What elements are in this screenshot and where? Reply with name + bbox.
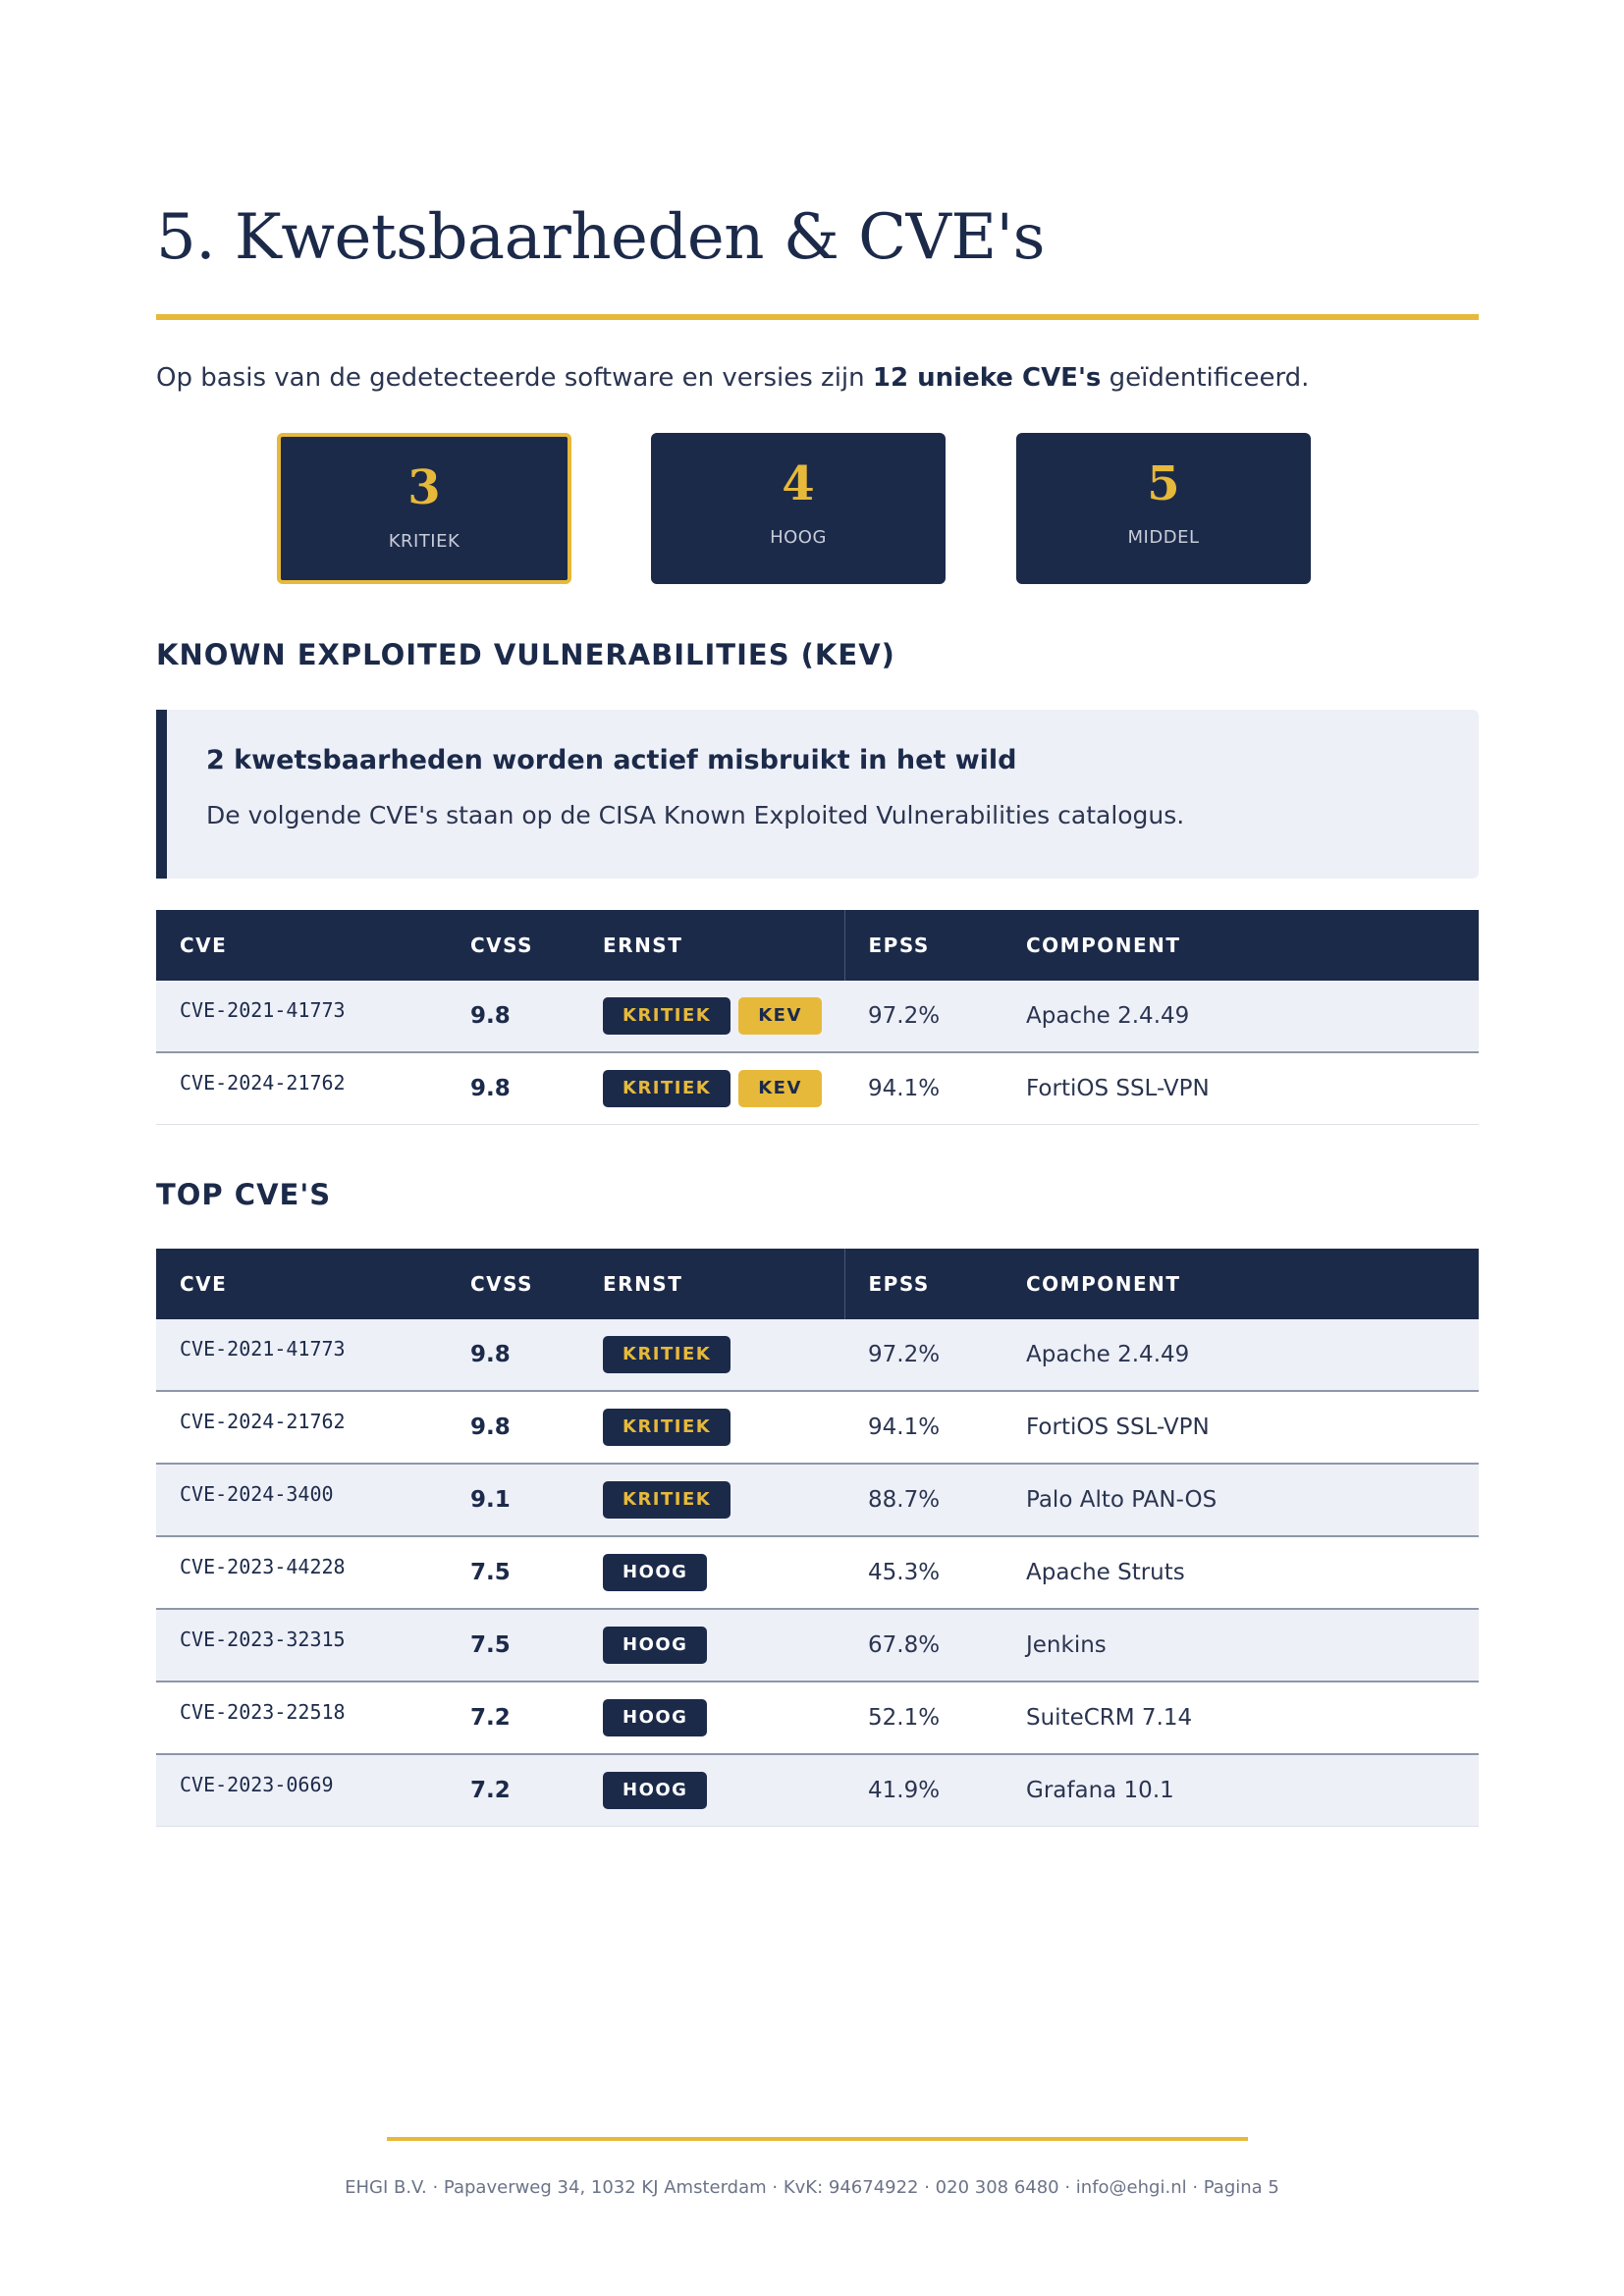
severity-cell	[579, 981, 844, 1052]
cvss-score: 9.8	[447, 1319, 579, 1391]
stat-value: 3	[407, 460, 441, 515]
cvss-score: 7.2	[447, 1682, 579, 1754]
cve-id: CVE-2021-41773	[156, 1319, 447, 1391]
intro-bold: 12 unieke CVE's	[872, 363, 1102, 393]
component-name: Grafana 10.1	[1002, 1754, 1479, 1827]
epss-score: 67.8%	[844, 1609, 1002, 1682]
cve-id: CVE-2023-22518	[156, 1682, 447, 1754]
table-row	[156, 981, 1479, 1052]
component-name: Apache 2.4.49	[1002, 981, 1479, 1052]
severity-badge: KRITIEK	[603, 1409, 731, 1446]
intro-before: Op basis van de gedetecteerde software en versies zijn	[156, 363, 873, 393]
component-name: SuiteCRM 7.14	[1002, 1682, 1479, 1754]
severity-cell	[579, 1052, 844, 1125]
table-row	[156, 1682, 1479, 1754]
kev-callout	[156, 710, 1479, 879]
cvss-score: 7.5	[447, 1609, 579, 1682]
stat-value: 5	[1147, 456, 1180, 511]
severity-badge: KRITIEK	[603, 997, 731, 1035]
footer-divider	[387, 2137, 1248, 2141]
title-divider	[156, 314, 1479, 320]
column-header: ERNST	[603, 934, 683, 957]
table-row	[156, 1052, 1479, 1125]
stat-card-middel	[1016, 433, 1311, 584]
table-header-row	[156, 1249, 1479, 1319]
column-header: COMPONENT	[1026, 1272, 1181, 1296]
cvss-score: 9.8	[447, 981, 579, 1052]
column-header: CVSS	[470, 934, 534, 957]
column-header: EPSS	[844, 1249, 1002, 1319]
severity-badge: HOOG	[603, 1554, 707, 1591]
cve-id: CVE-2023-0669	[156, 1754, 447, 1827]
severity-badge: KRITIEK	[603, 1070, 731, 1107]
cve-id: CVE-2024-21762	[156, 1052, 447, 1125]
severity-cell	[579, 1391, 844, 1464]
cvss-score: 9.8	[447, 1391, 579, 1464]
callout-body: De volgende CVE's staan op de CISA Known Exploited Vulnerabilities catalogus.	[206, 801, 1185, 829]
column-header: CVSS	[470, 1272, 534, 1296]
callout-title: 2 kwetsbaarheden worden actief misbruikt in het wild	[206, 745, 1017, 775]
severity-badge: HOOG	[603, 1627, 707, 1664]
kev-badge: KEV	[738, 997, 822, 1035]
severity-cell	[579, 1682, 844, 1754]
severity-cell	[579, 1464, 844, 1536]
intro-text	[156, 363, 1309, 393]
epss-score: 88.7%	[844, 1464, 1002, 1536]
table-row	[156, 1754, 1479, 1827]
table-row	[156, 1609, 1479, 1682]
cve-id: CVE-2023-44228	[156, 1536, 447, 1609]
cvss-score: 9.1	[447, 1464, 579, 1536]
kev-heading: KNOWN EXPLOITED VULNERABILITIES (KEV)	[156, 638, 895, 671]
cve-id: CVE-2024-3400	[156, 1464, 447, 1536]
intro-after: geïdentificeerd.	[1101, 363, 1310, 393]
stat-card-hoog	[651, 433, 946, 584]
column-header: CVE	[180, 1272, 228, 1296]
cvss-score: 7.2	[447, 1754, 579, 1827]
column-header: EPSS	[844, 910, 1002, 981]
stat-label: KRITIEK	[388, 531, 460, 552]
severity-badge: HOOG	[603, 1772, 707, 1809]
component-name: FortiOS SSL-VPN	[1002, 1052, 1479, 1125]
epss-score: 45.3%	[844, 1536, 1002, 1609]
kev-table	[156, 910, 1479, 1125]
cve-id: CVE-2023-32315	[156, 1609, 447, 1682]
stat-label: MIDDEL	[1127, 527, 1200, 548]
table-row	[156, 1391, 1479, 1464]
epss-score: 52.1%	[844, 1682, 1002, 1754]
table-header-row	[156, 910, 1479, 981]
severity-badge: KRITIEK	[603, 1336, 731, 1373]
column-header: COMPONENT	[1026, 934, 1181, 957]
severity-cell	[579, 1609, 844, 1682]
severity-badge: HOOG	[603, 1699, 707, 1736]
page-footer: EHGI B.V. · Papaverweg 34, 1032 KJ Amsterdam · KvK: 94674922 · 020 308 6480 · info@ehgi.nl · Pagina 5	[345, 2177, 1279, 2198]
stat-value: 4	[782, 456, 815, 511]
severity-badge: KRITIEK	[603, 1481, 731, 1519]
epss-score: 97.2%	[844, 1319, 1002, 1391]
column-header: ERNST	[603, 1272, 683, 1296]
component-name: Apache 2.4.49	[1002, 1319, 1479, 1391]
severity-cell	[579, 1319, 844, 1391]
component-name: FortiOS SSL-VPN	[1002, 1391, 1479, 1464]
epss-score: 41.9%	[844, 1754, 1002, 1827]
stat-label: HOOG	[770, 527, 827, 548]
severity-cell	[579, 1754, 844, 1827]
cve-id: CVE-2021-41773	[156, 981, 447, 1052]
component-name: Jenkins	[1002, 1609, 1479, 1682]
stat-card-kritiek	[277, 433, 571, 584]
kev-badge: KEV	[738, 1070, 822, 1107]
cvss-score: 7.5	[447, 1536, 579, 1609]
table-row	[156, 1464, 1479, 1536]
component-name: Apache Struts	[1002, 1536, 1479, 1609]
epss-score: 94.1%	[844, 1052, 1002, 1125]
table-row	[156, 1536, 1479, 1609]
top-cves-table	[156, 1249, 1479, 1827]
epss-score: 97.2%	[844, 981, 1002, 1052]
table-row	[156, 1319, 1479, 1391]
cvss-score: 9.8	[447, 1052, 579, 1125]
severity-cell	[579, 1536, 844, 1609]
top-cves-heading: TOP CVE'S	[156, 1178, 332, 1211]
column-header: CVE	[180, 934, 228, 957]
component-name: Palo Alto PAN-OS	[1002, 1464, 1479, 1536]
page-title: 5. Kwetsbaarheden & CVE's	[156, 201, 1045, 274]
epss-score: 94.1%	[844, 1391, 1002, 1464]
cve-id: CVE-2024-21762	[156, 1391, 447, 1464]
